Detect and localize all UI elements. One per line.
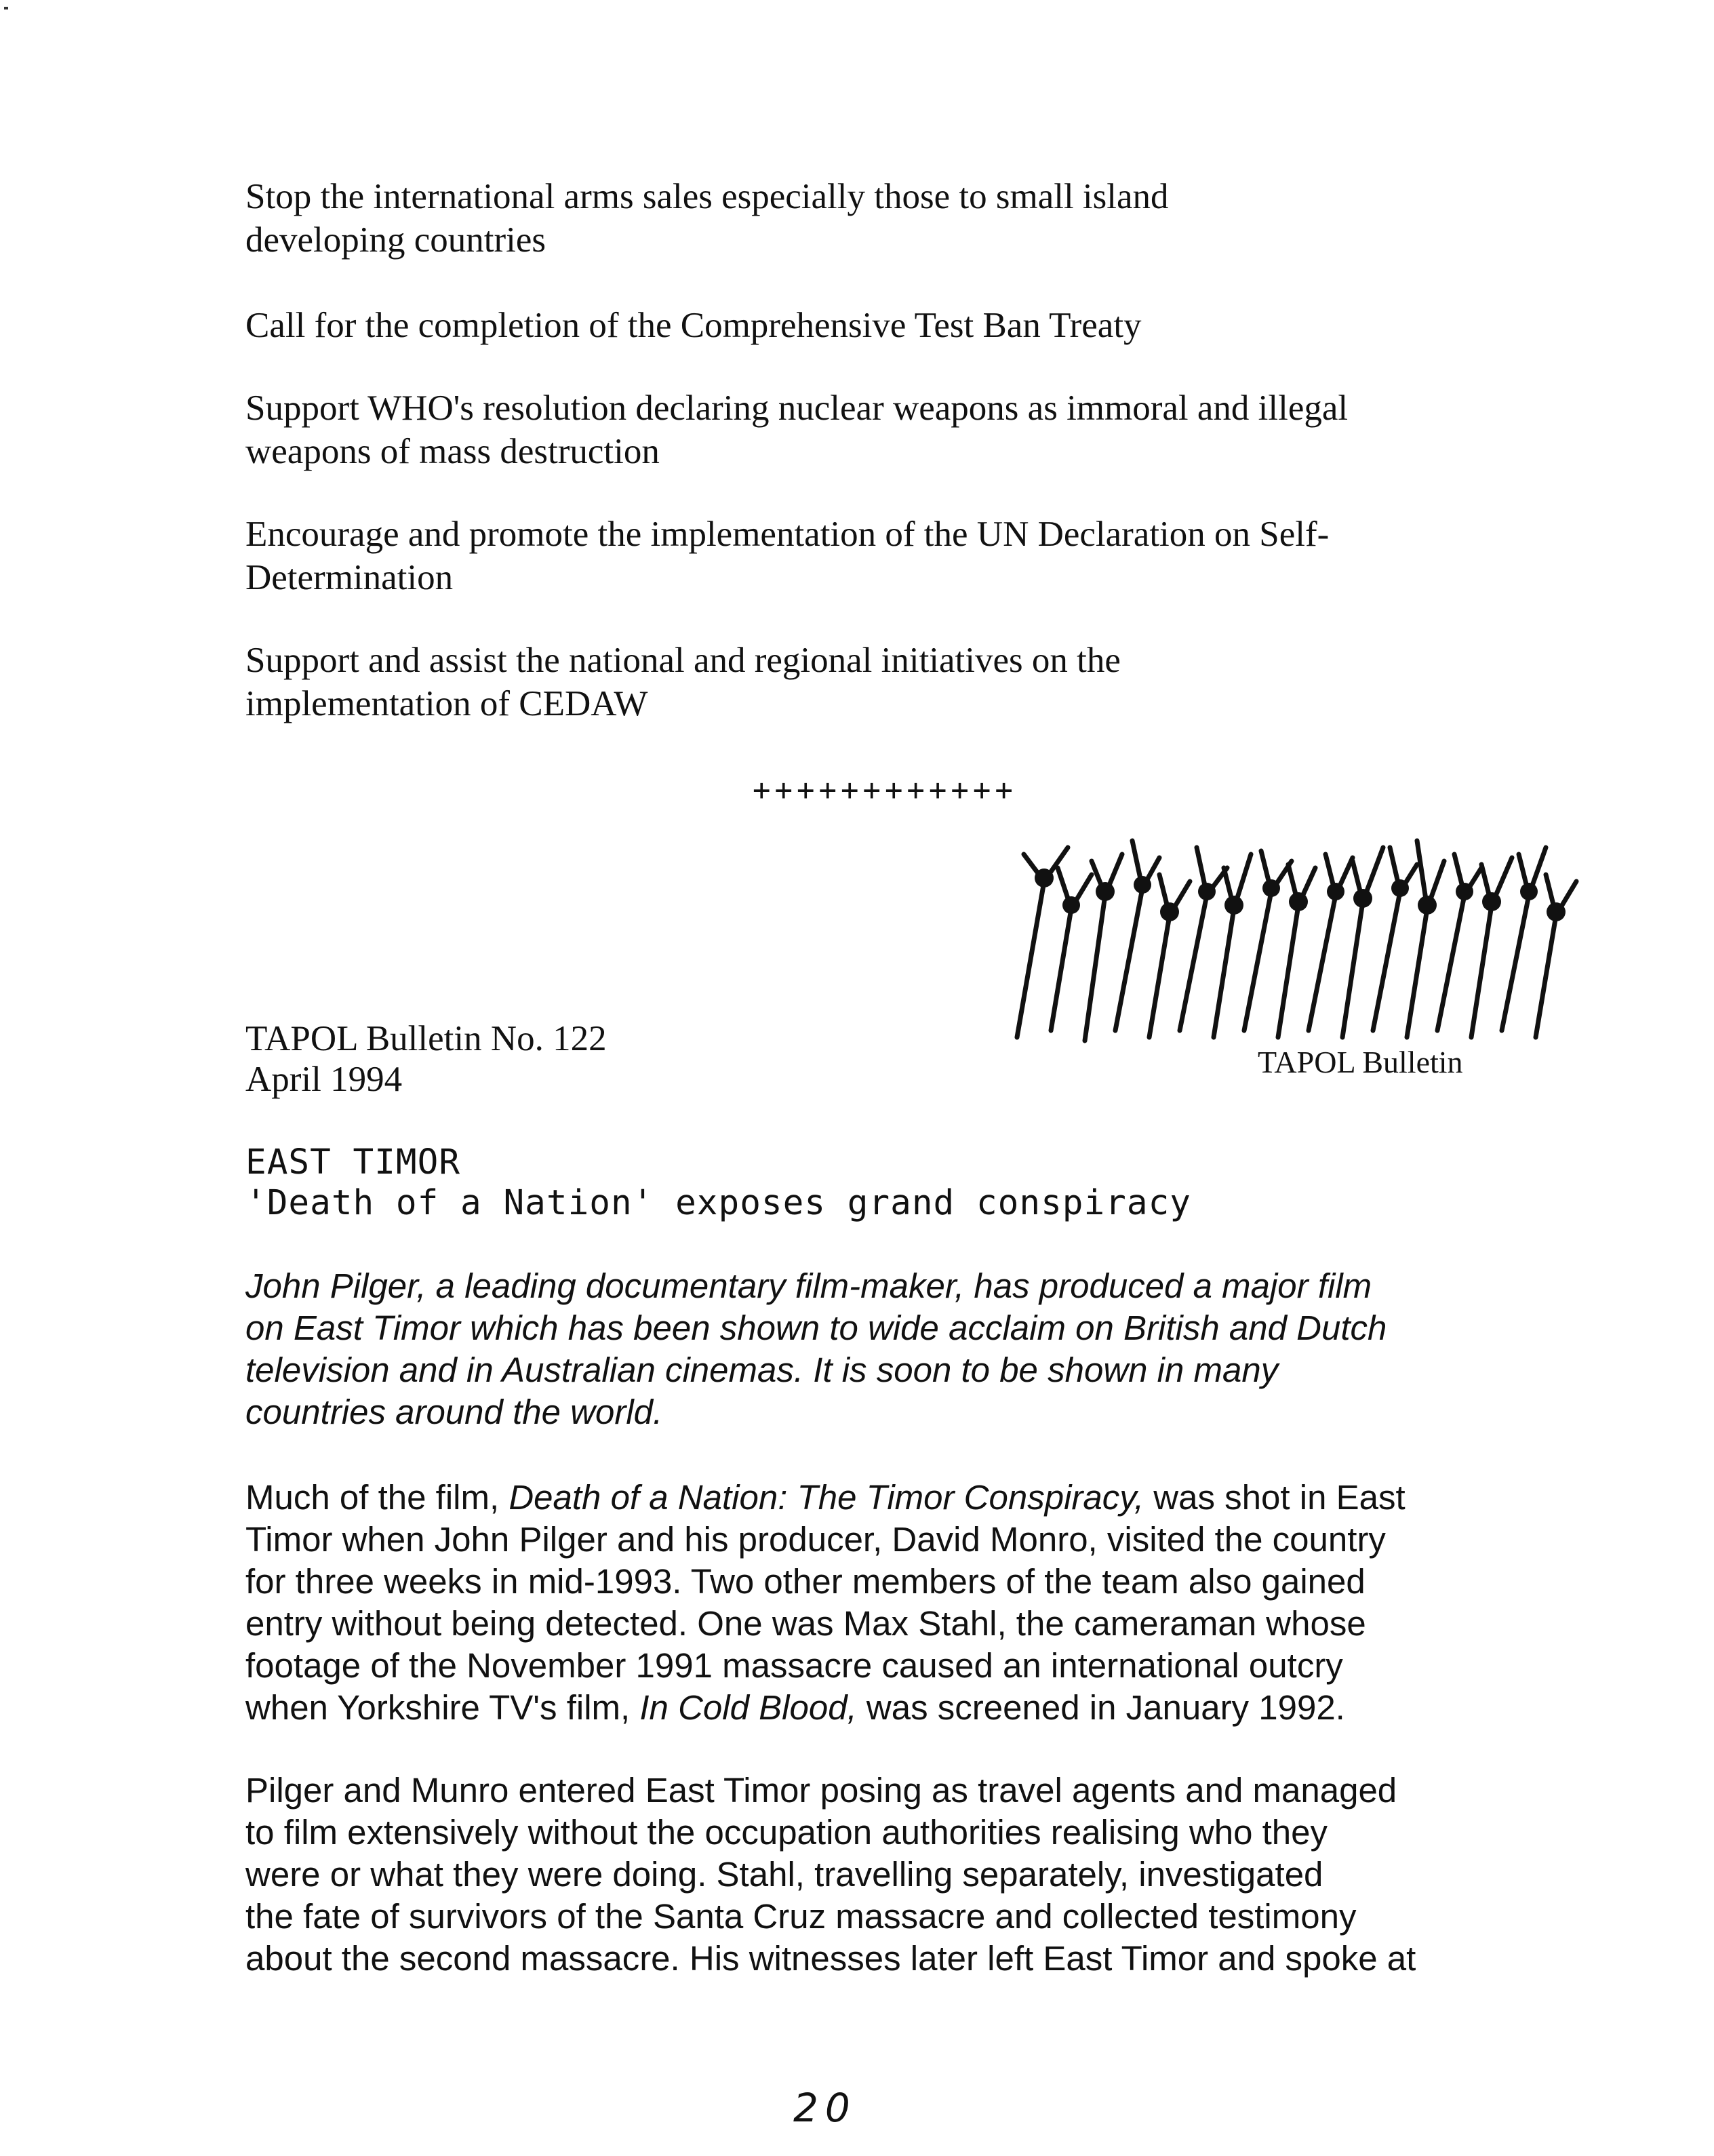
crowd-of-raised-arms-icon xyxy=(1003,827,1587,1044)
bulletin-date: April 1994 xyxy=(245,1060,403,1099)
resolution-item-4: Encourage and promote the implementation of the UN Declaration on Self- Determination xyxy=(245,515,1330,597)
resolution-item-5: Support and assist the national and regional initiatives on the implementation of CEDAW xyxy=(245,641,1121,723)
logo-caption: TAPOL Bulletin xyxy=(1258,1045,1463,1079)
resolution-item-1: Stop the international arms sales especially those to small island developing countries xyxy=(245,177,1169,260)
resolution-item-3: Support WHO's resolution declaring nuclear weapons as immoral and illegal weapons of mass destruction xyxy=(245,388,1349,471)
page-number: 20 xyxy=(793,2085,857,2131)
resolution-item-2: Call for the completion of the Comprehensive Test Ban Treaty xyxy=(245,306,1142,345)
film-title: Death of a Nation: The Timor Conspiracy, xyxy=(509,1478,1144,1517)
paragraph-1-body: was shot in East Timor when John Pilger and his producer, David Monro, visited the country for three weeks in mid-1993. Two other members of the team also gained entry without being detected. One was Max Stahl, the cameraman whose footage of the November 1991 massacre caused an international outcry when Yorkshire TV's film, xyxy=(245,1478,1406,1727)
scan-speck xyxy=(4,7,8,9)
article-headline: 'Death of a Nation' exposes grand conspiracy xyxy=(245,1183,1192,1223)
article-paragraph-1 xyxy=(245,1477,1588,1729)
film2-title: In Cold Blood, xyxy=(639,1688,857,1727)
article-lead: John Pilger, a leading documentary film-maker, has produced a major film on East Timor which has been shown to wide acclaim on British and Dutch television and in Australian cinemas. It is soon to be shown in many countries around the world. xyxy=(245,1266,1387,1431)
section-heading: EAST TIMOR xyxy=(245,1142,461,1182)
bulletin-issue: TAPOL Bulletin No. 122 xyxy=(245,1019,607,1058)
paragraph-1-end: was screened in January 1992. xyxy=(856,1688,1345,1727)
paragraph-1-intro: Much of the film, xyxy=(245,1478,509,1517)
article-paragraph-2: Pilger and Munro entered East Timor posing as travel agents and managed to film extensively without the occupation authorities realising who they were or what they were doing. Stahl, travelling separately, investigated the fate of survivors of the Santa Cruz massacre and collected testimony about the second massacre. His witnesses later left East Timor and spoke at xyxy=(245,1771,1416,1978)
section-divider: ++++++++++++ xyxy=(753,773,1017,807)
